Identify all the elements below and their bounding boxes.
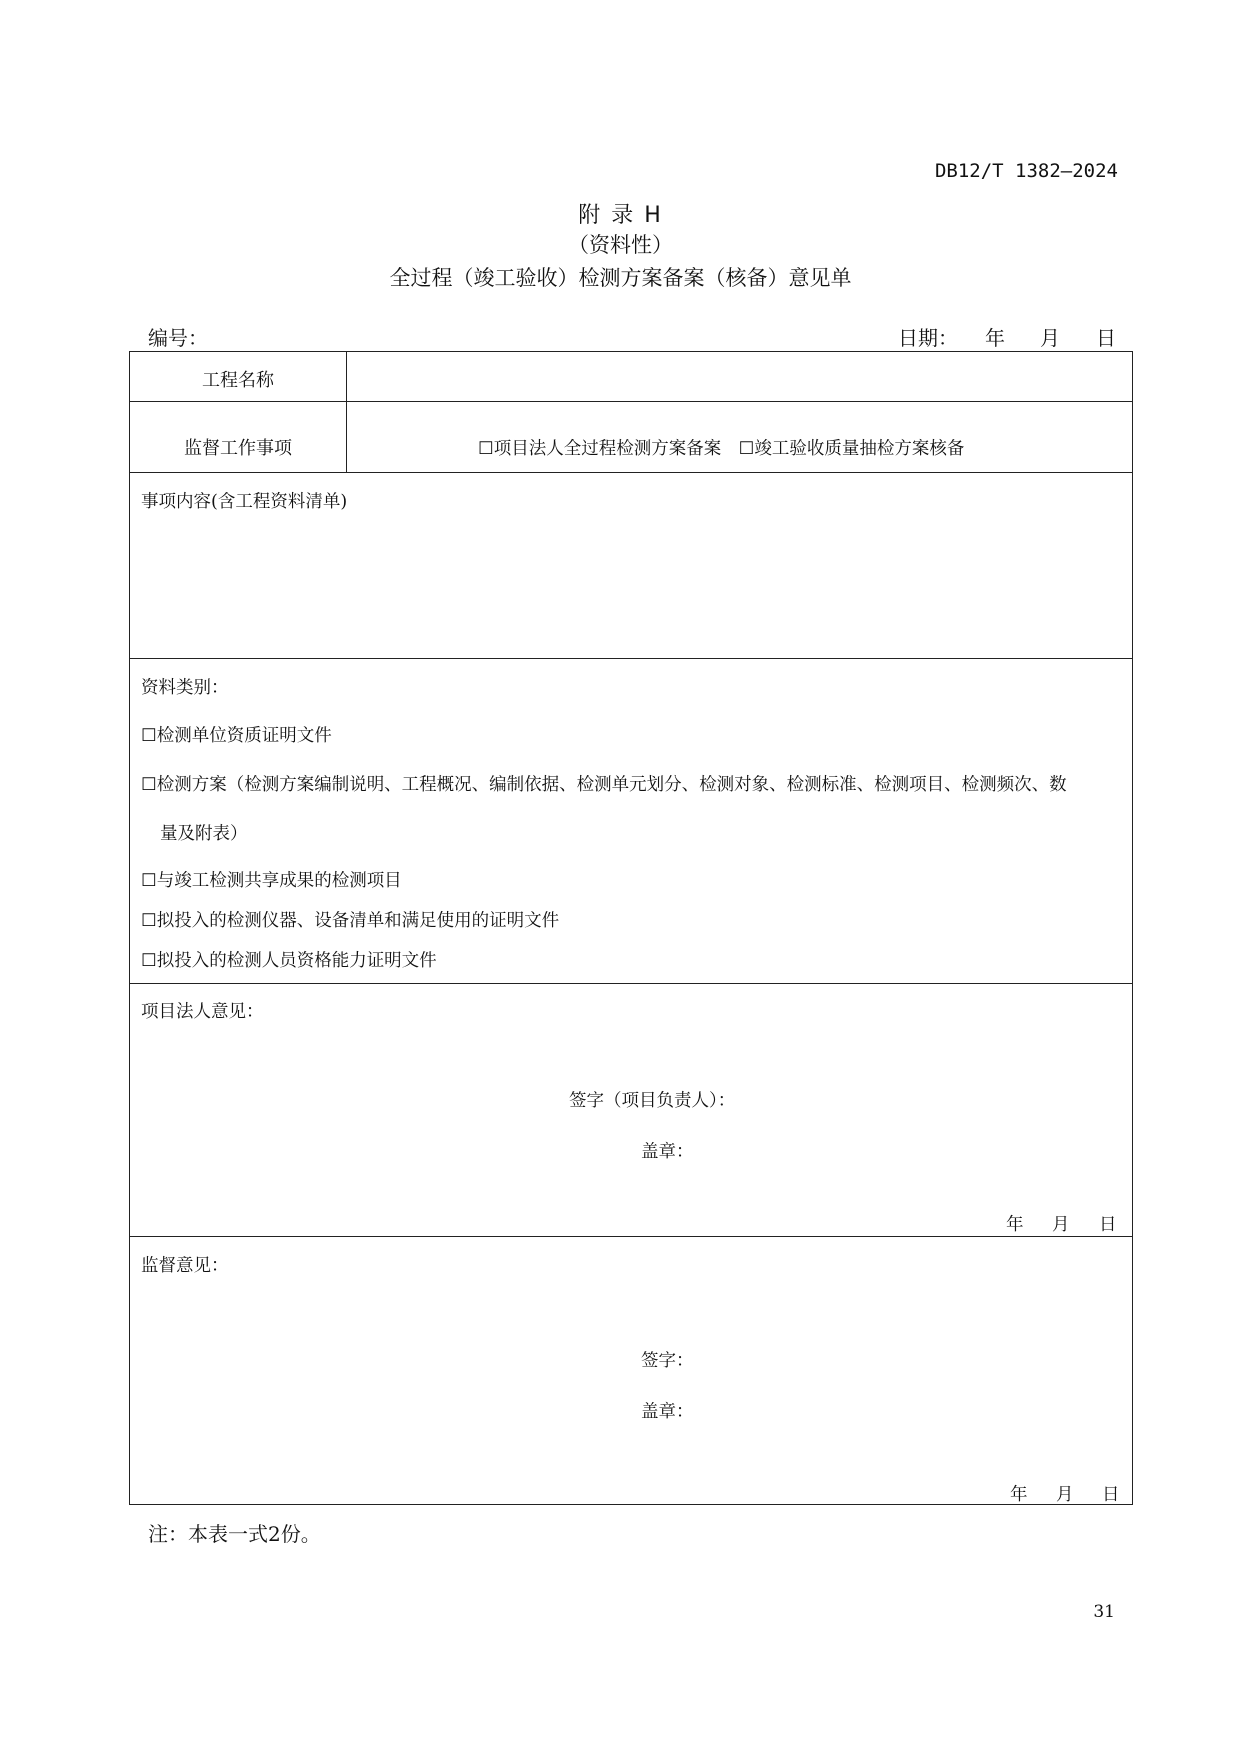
- footnote: 注：本表一式2份。: [148, 1522, 321, 1546]
- row-divider: [130, 401, 1132, 402]
- date-label: 日期：: [898, 326, 958, 350]
- supervision-seal: 盖章：: [641, 1402, 694, 1422]
- legal-person-date-year: 年: [1006, 1215, 1024, 1235]
- supervision-signature: 签字：: [641, 1351, 694, 1371]
- material-item[interactable]: ☐与竣工检测共享成果的检测项目: [141, 871, 402, 891]
- opinion-form-table: [129, 351, 1133, 1505]
- supervision-opinion-label: 监督意见：: [141, 1256, 229, 1276]
- legal-person-date-month: 月: [1052, 1215, 1070, 1235]
- supervision-date-year: 年: [1010, 1485, 1028, 1505]
- appendix-nature: （资料性）: [568, 233, 673, 257]
- row-divider: [130, 472, 1132, 473]
- material-item[interactable]: ☐拟投入的检测仪器、设备清单和满足使用的证明文件: [141, 911, 560, 931]
- column-divider: [346, 352, 347, 472]
- row-divider: [130, 1236, 1132, 1237]
- row-divider: [130, 983, 1132, 984]
- form-title: 全过程（竣工验收）检测方案备案（核备）意见单: [389, 266, 852, 290]
- date-day: 日: [1096, 326, 1116, 350]
- project-name-label: 工程名称: [202, 370, 274, 391]
- legal-person-date-day: 日: [1099, 1215, 1117, 1235]
- standard-code: DB12/T 1382—2024: [934, 160, 1118, 182]
- legal-person-signature: 签字（项目负责人）：: [569, 1091, 736, 1111]
- project-name-field[interactable]: [348, 352, 1132, 400]
- material-item[interactable]: ☐检测方案（检测方案编制说明、工程概况、编制依据、检测单元划分、检测对象、检测标准、检测项目、检测频次、数: [141, 775, 1067, 795]
- appendix-heading: 附 录 H: [578, 203, 663, 228]
- material-category-label: 资料类别：: [141, 678, 229, 698]
- supervision-item-options[interactable]: ☐项目法人全过程检测方案备案 ☐竣工验收质量抽检方案核备: [478, 439, 965, 459]
- row-divider: [130, 658, 1132, 659]
- legal-person-seal: 盖章：: [641, 1142, 694, 1162]
- legal-person-opinion-label: 项目法人意见：: [141, 1002, 264, 1022]
- supervision-date-day: 日: [1102, 1485, 1120, 1505]
- supervision-item-label: 监督工作事项: [184, 438, 292, 459]
- material-item[interactable]: ☐拟投入的检测人员资格能力证明文件: [141, 951, 437, 971]
- material-item-continuation: 量及附表）: [160, 824, 248, 844]
- material-item[interactable]: ☐检测单位资质证明文件: [141, 726, 332, 746]
- serial-number-label: 编号：: [148, 326, 208, 350]
- content-label: 事项内容(含工程资料清单): [141, 492, 348, 512]
- page-number: 31: [1093, 1602, 1115, 1622]
- date-month: 月: [1040, 326, 1060, 350]
- supervision-date-month: 月: [1056, 1485, 1074, 1505]
- date-year: 年: [985, 326, 1005, 350]
